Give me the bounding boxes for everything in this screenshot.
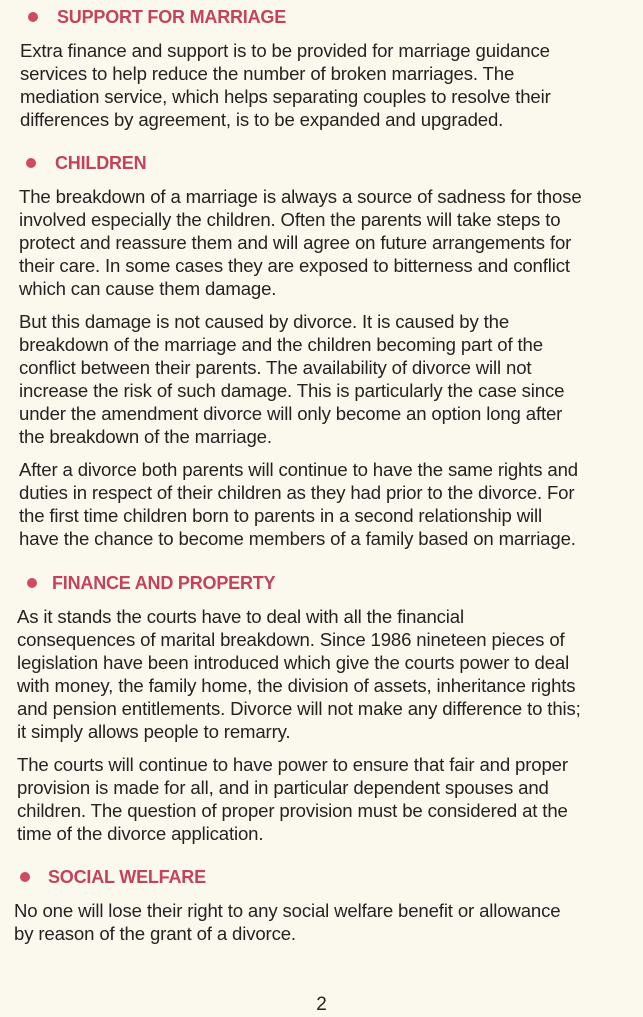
paragraph	[17, 605, 643, 743]
text-line: with money, the family home, the division of assets, inheritance rights	[17, 675, 576, 696]
text-line: and pension entitlements. Divorce will not make any difference to this;	[17, 698, 581, 719]
text-line: have the chance to become members of a family based on marriage.	[19, 528, 576, 549]
section-heading-text: SUPPORT FOR MARRIAGE	[57, 7, 287, 27]
text-line: The breakdown of a marriage is always a source of sadness for those	[19, 186, 582, 207]
section-heading	[20, 5, 643, 29]
paragraph	[19, 458, 643, 550]
bullet-icon	[28, 12, 38, 22]
text-line: provision is made for all, and in particular dependent spouses and	[17, 777, 549, 798]
section-heading	[14, 865, 643, 889]
section-finance-and-property	[17, 571, 643, 845]
paragraph	[19, 310, 643, 448]
text-line: services to help reduce the number of broken marriages. The	[20, 63, 515, 84]
text-line: increase the risk of such damage. This is particularly the case since	[19, 380, 565, 401]
text-line: their care. In some cases they are exposed to bitterness and conflict	[19, 255, 570, 276]
section-support-for-marriage	[20, 5, 643, 131]
text-line: The courts will continue to have power to ensure that fair and proper	[17, 754, 568, 775]
section-heading-text: FINANCE AND PROPERTY	[52, 573, 276, 593]
text-line: No one will lose their right to any social welfare benefit or allowance	[14, 900, 561, 921]
text-line: differences by agreement, is to be expanded and upgraded.	[20, 109, 504, 130]
text-line: But this damage is not caused by divorce. It is caused by the	[19, 311, 510, 332]
text-line: by reason of the grant of a divorce.	[14, 923, 296, 944]
text-line: consequences of marital breakdown. Since 1986 nineteen pieces of	[17, 629, 565, 650]
text-line: children. The question of proper provision must be considered at the	[17, 800, 568, 821]
section-heading	[19, 151, 643, 175]
text-line: the first time children born to parents in a second relationship will	[19, 505, 542, 526]
section-social-welfare	[14, 865, 643, 945]
text-line: breakdown of the marriage and the children becoming part of the	[19, 334, 543, 355]
bullet-icon	[26, 158, 36, 168]
text-line: mediation service, which helps separating couples to resolve their	[20, 86, 551, 107]
text-line: which can cause them damage.	[19, 278, 277, 299]
text-line: conflict between their parents. The availability of divorce will not	[19, 357, 532, 378]
text-line: protect and reassure them and will agree on future arrangements for	[19, 232, 572, 253]
text-line: Extra finance and support is to be provided for marriage guidance	[20, 40, 550, 61]
paragraph	[20, 39, 643, 131]
text-line: time of the divorce application.	[17, 823, 264, 844]
section-heading-text: SOCIAL WELFARE	[48, 867, 206, 887]
paragraph	[17, 753, 643, 845]
bullet-icon	[20, 872, 30, 882]
text-line: it simply allows people to remarry.	[17, 721, 291, 742]
text-line: involved especially the children. Often the parents will take steps to	[19, 209, 561, 230]
text-line: As it stands the courts have to deal with all the financial	[17, 606, 464, 627]
section-heading-text: CHILDREN	[55, 153, 147, 173]
section-children	[19, 151, 643, 550]
text-line: After a divorce both parents will continue to have the same rights and	[19, 459, 578, 480]
text-line: the breakdown of the marriage.	[19, 426, 272, 447]
paragraph	[14, 899, 643, 945]
page-number: 2	[316, 994, 327, 1015]
text-line: under the amendment divorce will only become an option long after	[19, 403, 563, 424]
text-line: duties in respect of their children as they had prior to the divorce. For	[19, 482, 575, 503]
section-heading	[17, 571, 643, 595]
paragraph	[19, 185, 643, 300]
bullet-icon	[27, 578, 37, 588]
text-line: legislation have been introduced which give the courts power to deal	[17, 652, 570, 673]
